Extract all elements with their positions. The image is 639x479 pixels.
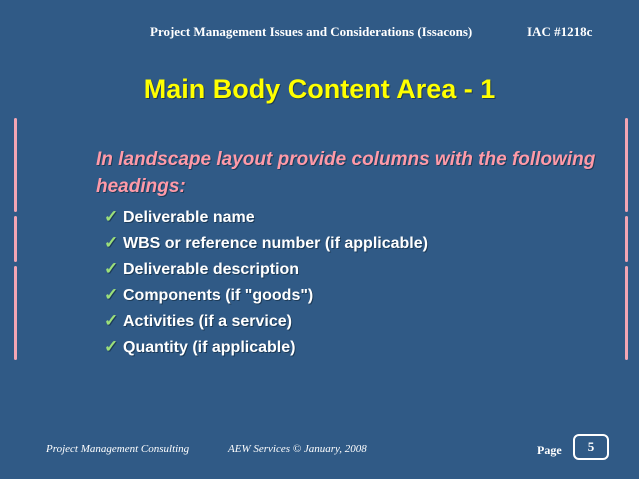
list-item-label: Deliverable name	[123, 209, 255, 226]
intro-text: In landscape layout provide columns with the following headings:	[96, 149, 596, 197]
right-side-bar-middle	[625, 216, 628, 262]
checkmark-icon: ✓	[104, 311, 119, 330]
right-side-bar-top	[625, 118, 628, 212]
checkmark-icon: ✓	[104, 233, 119, 252]
list-item-label: WBS or reference number (if applicable)	[123, 235, 428, 252]
left-side-bar-bottom	[14, 266, 17, 360]
list-item	[104, 282, 428, 308]
headings-list	[104, 204, 428, 360]
list-item-label: Quantity (if applicable)	[123, 339, 296, 356]
left-side-bar-top	[14, 118, 17, 212]
list-item	[104, 230, 428, 256]
footer-company: Project Management Consulting	[46, 443, 190, 455]
checkmark-icon: ✓	[104, 337, 119, 356]
checkmark-icon: ✓	[104, 285, 119, 304]
list-item	[104, 308, 428, 334]
page-number: 5	[573, 434, 609, 460]
list-item	[104, 334, 428, 360]
list-item-label: Activities (if a service)	[123, 313, 292, 330]
header-code: IAC #1218c	[527, 24, 593, 39]
list-item	[104, 256, 428, 282]
slide-title: Main Body Content Area - 1	[143, 74, 496, 104]
footer-copyright: AEW Services © January, 2008	[228, 443, 367, 455]
left-side-bar-middle	[14, 216, 17, 262]
checkmark-icon: ✓	[104, 259, 119, 278]
right-side-bar-bottom	[625, 266, 628, 360]
list-item-label: Components (if "goods")	[123, 287, 314, 304]
checkmark-icon: ✓	[104, 207, 119, 226]
page-label: Page	[537, 443, 562, 457]
list-item-label: Deliverable description	[123, 261, 300, 278]
list-item	[104, 204, 428, 230]
header-title: Project Management Issues and Considerations (Issacons)	[150, 24, 473, 39]
